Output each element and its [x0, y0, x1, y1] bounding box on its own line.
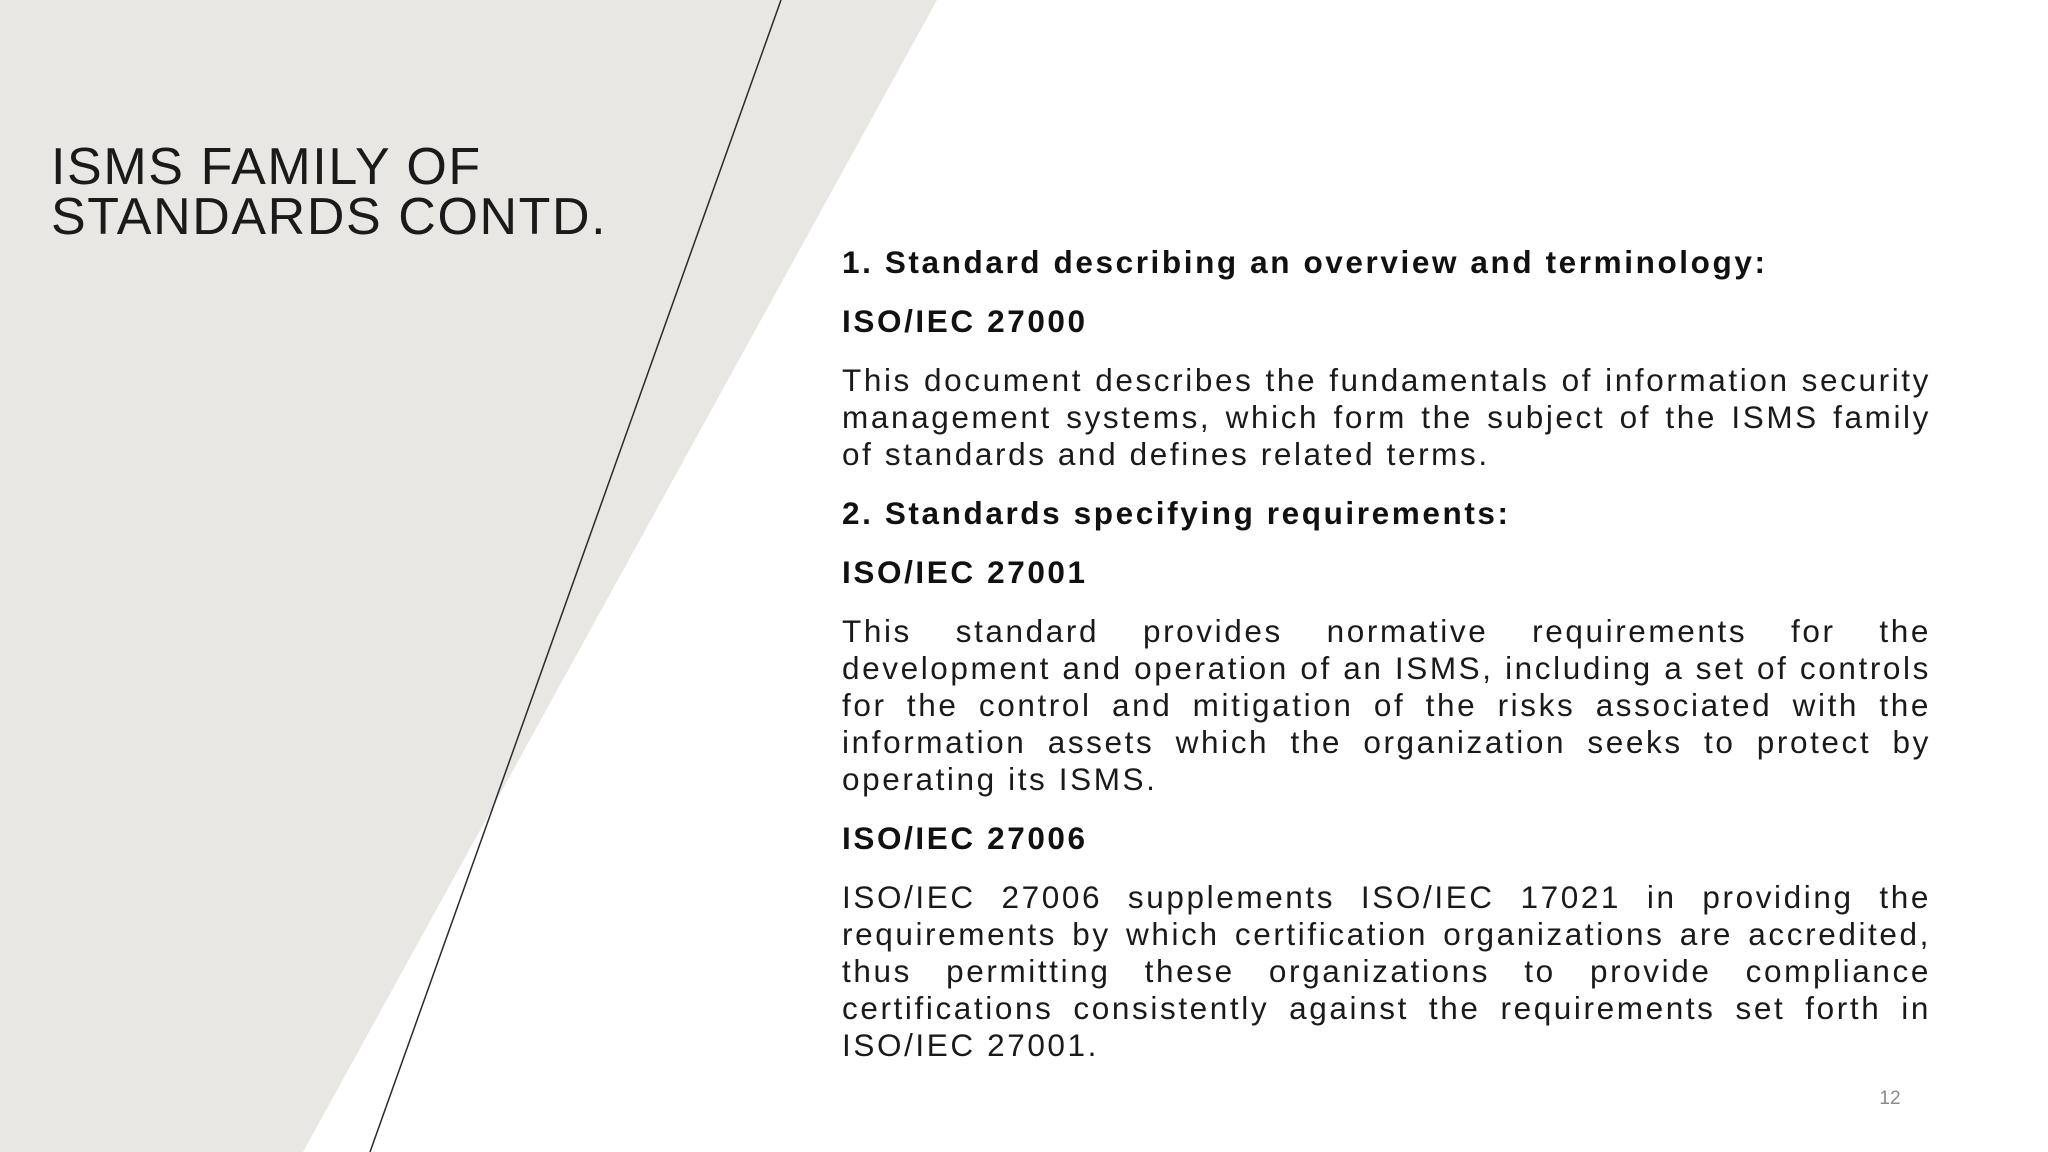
slide-content — [842, 244, 1931, 1064]
iso-27000-heading: ISO/IEC 27000 — [842, 303, 1088, 339]
iso-27001-heading: ISO/IEC 27001 — [842, 554, 1088, 590]
section-2-heading: 2. Standards specifying requirements: — [842, 495, 1511, 531]
iso-27001-description: This standard provides normative requirements for the development and operation of an ISMS, including a set of controls for the control and mitigation of the risks associated with the information assets which the organization seeks to protect by operating its ISMS. — [842, 613, 1931, 797]
iso-27006-description: ISO/IEC 27006 supplements ISO/IEC 17021 in providing the requirements by which certification organizations are accredited, thus permitting these organizations to provide compliance certifications consistently against the requirements set forth in ISO/IEC 27001. — [842, 879, 1931, 1063]
slide-title-line-1: ISMS FAMILY OF — [51, 138, 482, 196]
slide-title — [51, 138, 608, 246]
page-number: 12 — [1879, 1088, 1901, 1109]
iso-27000-description: This document describes the fundamentals of information security management systems, which form the subject of the ISMS family of standards and defines related terms. — [842, 362, 1931, 472]
slide-title-line-2: STANDARDS CONTD. — [51, 188, 608, 246]
iso-27006-heading: ISO/IEC 27006 — [842, 820, 1088, 856]
section-1-heading: 1. Standard describing an overview and terminology: — [842, 244, 1768, 280]
